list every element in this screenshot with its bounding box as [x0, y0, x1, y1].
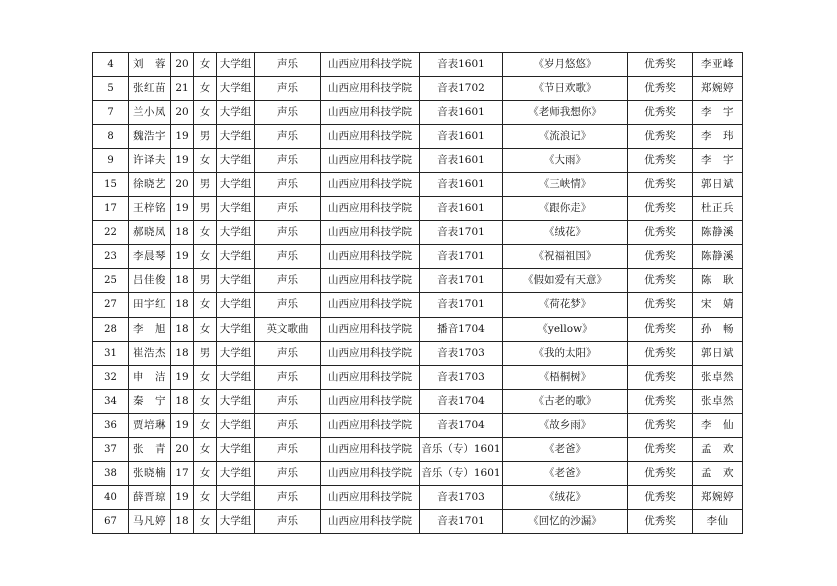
cell-number: 25 — [93, 269, 129, 293]
cell-class: 音表1601 — [420, 173, 503, 197]
cell-song: 《回忆的沙漏》 — [503, 509, 628, 533]
cell-group: 大学组 — [217, 221, 255, 245]
cell-sex: 男 — [194, 173, 217, 197]
cell-song: 《老爸》 — [503, 437, 628, 461]
cell-teacher: 郑婉婷 — [693, 77, 743, 101]
cell-sex: 女 — [194, 77, 217, 101]
cell-name: 田宇红 — [129, 293, 171, 317]
cell-song: 《岁月悠悠》 — [503, 53, 628, 77]
cell-group: 大学组 — [217, 437, 255, 461]
cell-award: 优秀奖 — [628, 53, 693, 77]
cell-category: 声乐 — [255, 53, 321, 77]
cell-number: 36 — [93, 413, 129, 437]
cell-age: 18 — [171, 389, 194, 413]
cell-teacher: 杜正兵 — [693, 197, 743, 221]
cell-category: 声乐 — [255, 509, 321, 533]
table-row — [93, 53, 743, 77]
cell-song: 《绒花》 — [503, 221, 628, 245]
cell-group: 大学组 — [217, 389, 255, 413]
cell-number: 34 — [93, 389, 129, 413]
cell-number: 7 — [93, 101, 129, 125]
cell-name: 秦 宁 — [129, 389, 171, 413]
cell-name: 吕佳俊 — [129, 269, 171, 293]
cell-number: 38 — [93, 461, 129, 485]
cell-group: 大学组 — [217, 269, 255, 293]
cell-teacher: 郭日斌 — [693, 341, 743, 365]
cell-number: 40 — [93, 485, 129, 509]
cell-number: 67 — [93, 509, 129, 533]
cell-name: 崔浩杰 — [129, 341, 171, 365]
cell-age: 18 — [171, 317, 194, 341]
table-row — [93, 365, 743, 389]
cell-group: 大学组 — [217, 197, 255, 221]
table-row — [93, 317, 743, 341]
cell-award: 优秀奖 — [628, 413, 693, 437]
table-row — [93, 125, 743, 149]
cell-award: 优秀奖 — [628, 101, 693, 125]
cell-age: 18 — [171, 509, 194, 533]
cell-award: 优秀奖 — [628, 269, 693, 293]
cell-age: 19 — [171, 365, 194, 389]
award-table-sheet — [92, 52, 742, 534]
cell-school: 山西应用科技学院 — [321, 317, 420, 341]
cell-teacher: 郑婉婷 — [693, 485, 743, 509]
cell-song: 《荷花梦》 — [503, 293, 628, 317]
cell-sex: 女 — [194, 221, 217, 245]
cell-category: 声乐 — [255, 149, 321, 173]
cell-number: 22 — [93, 221, 129, 245]
cell-school: 山西应用科技学院 — [321, 437, 420, 461]
cell-school: 山西应用科技学院 — [321, 293, 420, 317]
cell-category: 声乐 — [255, 365, 321, 389]
cell-name: 魏浩宇 — [129, 125, 171, 149]
table-row — [93, 173, 743, 197]
cell-sex: 女 — [194, 101, 217, 125]
table-row — [93, 221, 743, 245]
cell-name: 刘 蓉 — [129, 53, 171, 77]
cell-group: 大学组 — [217, 77, 255, 101]
cell-award: 优秀奖 — [628, 437, 693, 461]
cell-school: 山西应用科技学院 — [321, 485, 420, 509]
cell-school: 山西应用科技学院 — [321, 509, 420, 533]
cell-age: 20 — [171, 173, 194, 197]
cell-class: 音表1701 — [420, 221, 503, 245]
cell-class: 音表1701 — [420, 509, 503, 533]
award-table — [92, 52, 743, 534]
cell-class: 音表1703 — [420, 485, 503, 509]
cell-number: 32 — [93, 365, 129, 389]
table-row — [93, 461, 743, 485]
cell-category: 声乐 — [255, 245, 321, 269]
cell-name: 张 青 — [129, 437, 171, 461]
cell-school: 山西应用科技学院 — [321, 389, 420, 413]
cell-award: 优秀奖 — [628, 317, 693, 341]
cell-award: 优秀奖 — [628, 341, 693, 365]
cell-class: 音表1701 — [420, 245, 503, 269]
cell-number: 4 — [93, 53, 129, 77]
table-row — [93, 485, 743, 509]
cell-song: 《老师我想你》 — [503, 101, 628, 125]
cell-teacher: 李 宇 — [693, 101, 743, 125]
cell-song: 《三峡情》 — [503, 173, 628, 197]
cell-school: 山西应用科技学院 — [321, 269, 420, 293]
cell-class: 音表1701 — [420, 293, 503, 317]
cell-class: 播音1704 — [420, 317, 503, 341]
cell-award: 优秀奖 — [628, 365, 693, 389]
cell-category: 英文歌曲 — [255, 317, 321, 341]
cell-sex: 女 — [194, 365, 217, 389]
cell-sex: 女 — [194, 485, 217, 509]
cell-age: 20 — [171, 437, 194, 461]
cell-category: 声乐 — [255, 101, 321, 125]
cell-category: 声乐 — [255, 437, 321, 461]
cell-teacher: 李 宇 — [693, 149, 743, 173]
cell-school: 山西应用科技学院 — [321, 365, 420, 389]
cell-category: 声乐 — [255, 269, 321, 293]
cell-age: 19 — [171, 413, 194, 437]
cell-teacher: 张卓然 — [693, 365, 743, 389]
cell-number: 28 — [93, 317, 129, 341]
cell-song: 《古老的歌》 — [503, 389, 628, 413]
table-row — [93, 197, 743, 221]
table-row — [93, 341, 743, 365]
cell-category: 声乐 — [255, 413, 321, 437]
cell-group: 大学组 — [217, 293, 255, 317]
cell-teacher: 陈静溪 — [693, 221, 743, 245]
cell-award: 优秀奖 — [628, 197, 693, 221]
cell-song: 《假如爱有天意》 — [503, 269, 628, 293]
cell-age: 19 — [171, 149, 194, 173]
cell-song: 《梧桐树》 — [503, 365, 628, 389]
cell-number: 23 — [93, 245, 129, 269]
cell-sex: 男 — [194, 197, 217, 221]
cell-teacher: 李亚峰 — [693, 53, 743, 77]
cell-class: 音表1702 — [420, 77, 503, 101]
cell-award: 优秀奖 — [628, 245, 693, 269]
cell-class: 音乐（专）1601 — [420, 461, 503, 485]
cell-name: 张红苗 — [129, 77, 171, 101]
cell-class: 音表1703 — [420, 341, 503, 365]
cell-name: 徐晓艺 — [129, 173, 171, 197]
table-row — [93, 509, 743, 533]
cell-class: 音表1704 — [420, 413, 503, 437]
cell-number: 15 — [93, 173, 129, 197]
cell-teacher: 孟 欢 — [693, 437, 743, 461]
cell-sex: 女 — [194, 389, 217, 413]
cell-song: 《故乡雨》 — [503, 413, 628, 437]
cell-age: 18 — [171, 221, 194, 245]
cell-name: 兰小凤 — [129, 101, 171, 125]
cell-number: 37 — [93, 437, 129, 461]
cell-group: 大学组 — [217, 149, 255, 173]
cell-school: 山西应用科技学院 — [321, 101, 420, 125]
cell-award: 优秀奖 — [628, 77, 693, 101]
cell-number: 5 — [93, 77, 129, 101]
cell-teacher: 孙 畅 — [693, 317, 743, 341]
cell-class: 音乐（专）1601 — [420, 437, 503, 461]
table-row — [93, 269, 743, 293]
cell-group: 大学组 — [217, 101, 255, 125]
cell-group: 大学组 — [217, 53, 255, 77]
cell-sex: 女 — [194, 413, 217, 437]
cell-age: 21 — [171, 77, 194, 101]
cell-award: 优秀奖 — [628, 293, 693, 317]
cell-group: 大学组 — [217, 509, 255, 533]
cell-name: 申 洁 — [129, 365, 171, 389]
cell-award: 优秀奖 — [628, 485, 693, 509]
table-row — [93, 437, 743, 461]
cell-sex: 女 — [194, 317, 217, 341]
cell-category: 声乐 — [255, 173, 321, 197]
cell-school: 山西应用科技学院 — [321, 77, 420, 101]
cell-name: 贾培琳 — [129, 413, 171, 437]
cell-category: 声乐 — [255, 389, 321, 413]
cell-class: 音表1703 — [420, 365, 503, 389]
cell-category: 声乐 — [255, 293, 321, 317]
cell-class: 音表1601 — [420, 125, 503, 149]
cell-group: 大学组 — [217, 413, 255, 437]
cell-age: 20 — [171, 101, 194, 125]
cell-group: 大学组 — [217, 485, 255, 509]
cell-teacher: 孟 欢 — [693, 461, 743, 485]
cell-school: 山西应用科技学院 — [321, 173, 420, 197]
table-row — [93, 77, 743, 101]
cell-name: 王梓铭 — [129, 197, 171, 221]
cell-award: 优秀奖 — [628, 221, 693, 245]
cell-song: 《流浪记》 — [503, 125, 628, 149]
cell-name: 郝晓凤 — [129, 221, 171, 245]
cell-sex: 女 — [194, 149, 217, 173]
cell-sex: 男 — [194, 269, 217, 293]
cell-name: 李晨琴 — [129, 245, 171, 269]
table-row — [93, 245, 743, 269]
cell-song: 《节日欢歌》 — [503, 77, 628, 101]
cell-school: 山西应用科技学院 — [321, 341, 420, 365]
cell-award: 优秀奖 — [628, 173, 693, 197]
cell-song: 《yellow》 — [503, 317, 628, 341]
cell-sex: 女 — [194, 461, 217, 485]
cell-age: 17 — [171, 461, 194, 485]
cell-song: 《跟你走》 — [503, 197, 628, 221]
cell-song: 《大雨》 — [503, 149, 628, 173]
cell-number: 8 — [93, 125, 129, 149]
cell-age: 19 — [171, 197, 194, 221]
cell-class: 音表1601 — [420, 101, 503, 125]
cell-group: 大学组 — [217, 125, 255, 149]
cell-award: 优秀奖 — [628, 125, 693, 149]
cell-song: 《祝福祖国》 — [503, 245, 628, 269]
cell-song: 《老爸》 — [503, 461, 628, 485]
cell-song: 《绒花》 — [503, 485, 628, 509]
cell-teacher: 陈 耿 — [693, 269, 743, 293]
table-body — [93, 53, 743, 534]
cell-number: 17 — [93, 197, 129, 221]
cell-name: 薛晋琼 — [129, 485, 171, 509]
cell-age: 19 — [171, 485, 194, 509]
cell-number: 31 — [93, 341, 129, 365]
cell-teacher: 张卓然 — [693, 389, 743, 413]
cell-sex: 女 — [194, 245, 217, 269]
cell-number: 27 — [93, 293, 129, 317]
cell-name: 李 旭 — [129, 317, 171, 341]
cell-award: 优秀奖 — [628, 389, 693, 413]
cell-award: 优秀奖 — [628, 149, 693, 173]
cell-group: 大学组 — [217, 461, 255, 485]
cell-school: 山西应用科技学院 — [321, 149, 420, 173]
cell-category: 声乐 — [255, 461, 321, 485]
cell-age: 18 — [171, 293, 194, 317]
cell-school: 山西应用科技学院 — [321, 53, 420, 77]
table-row — [93, 149, 743, 173]
cell-sex: 男 — [194, 341, 217, 365]
cell-award: 优秀奖 — [628, 461, 693, 485]
cell-category: 声乐 — [255, 77, 321, 101]
cell-group: 大学组 — [217, 341, 255, 365]
table-row — [93, 101, 743, 125]
cell-song: 《我的太阳》 — [503, 341, 628, 365]
cell-group: 大学组 — [217, 317, 255, 341]
cell-school: 山西应用科技学院 — [321, 221, 420, 245]
cell-sex: 女 — [194, 437, 217, 461]
cell-class: 音表1601 — [420, 53, 503, 77]
cell-sex: 男 — [194, 125, 217, 149]
table-row — [93, 389, 743, 413]
cell-category: 声乐 — [255, 341, 321, 365]
cell-sex: 女 — [194, 53, 217, 77]
cell-teacher: 陈静溪 — [693, 245, 743, 269]
cell-name: 张晓楠 — [129, 461, 171, 485]
cell-class: 音表1601 — [420, 197, 503, 221]
cell-group: 大学组 — [217, 173, 255, 197]
cell-age: 18 — [171, 341, 194, 365]
cell-number: 9 — [93, 149, 129, 173]
table-row — [93, 413, 743, 437]
cell-school: 山西应用科技学院 — [321, 461, 420, 485]
cell-age: 19 — [171, 125, 194, 149]
cell-award: 优秀奖 — [628, 509, 693, 533]
cell-class: 音表1601 — [420, 149, 503, 173]
cell-school: 山西应用科技学院 — [321, 197, 420, 221]
table-row — [93, 293, 743, 317]
cell-school: 山西应用科技学院 — [321, 125, 420, 149]
cell-name: 马凡婷 — [129, 509, 171, 533]
cell-school: 山西应用科技学院 — [321, 413, 420, 437]
cell-school: 山西应用科技学院 — [321, 245, 420, 269]
cell-teacher: 李仙 — [693, 509, 743, 533]
cell-teacher: 郭日斌 — [693, 173, 743, 197]
cell-category: 声乐 — [255, 485, 321, 509]
cell-category: 声乐 — [255, 221, 321, 245]
cell-class: 音表1701 — [420, 269, 503, 293]
cell-age: 20 — [171, 53, 194, 77]
cell-name: 许译夫 — [129, 149, 171, 173]
cell-teacher: 李 玮 — [693, 125, 743, 149]
cell-teacher: 李 仙 — [693, 413, 743, 437]
cell-category: 声乐 — [255, 125, 321, 149]
cell-group: 大学组 — [217, 365, 255, 389]
cell-age: 18 — [171, 269, 194, 293]
cell-sex: 女 — [194, 293, 217, 317]
cell-class: 音表1704 — [420, 389, 503, 413]
cell-category: 声乐 — [255, 197, 321, 221]
cell-group: 大学组 — [217, 245, 255, 269]
cell-teacher: 宋 婧 — [693, 293, 743, 317]
cell-sex: 女 — [194, 509, 217, 533]
cell-age: 19 — [171, 245, 194, 269]
